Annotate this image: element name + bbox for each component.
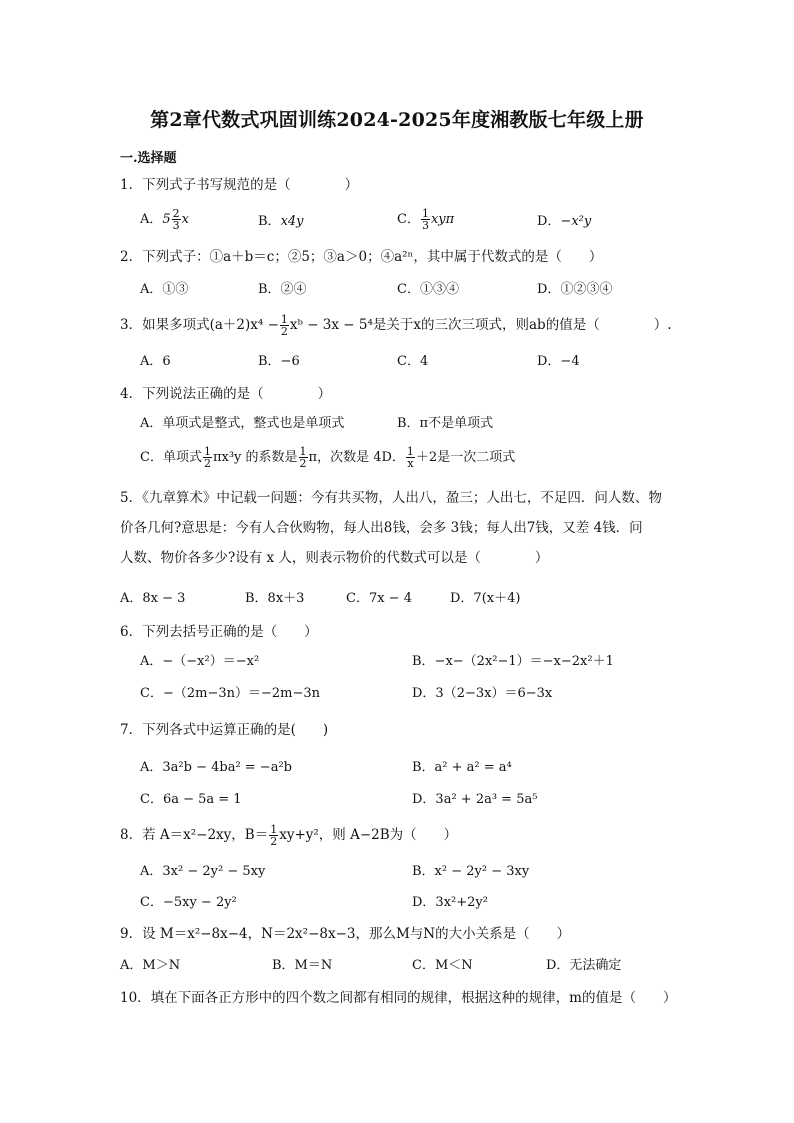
- fraction: [406, 446, 415, 469]
- stem-text: xy+y²，则 A−2B为（ ）: [279, 827, 458, 843]
- question-7-option-d: D．3a² + 2a³ = 5a⁵: [412, 792, 538, 807]
- question-7-stem: 7．下列各式中运算正确的是( ): [120, 722, 329, 738]
- question-5-option-c: C．7x − 4: [346, 591, 412, 606]
- question-4-stem: 4．下列说法正确的是（ ）: [120, 386, 332, 402]
- question-10-stem: 10．填在下面各正方形中的四个数之间都有相同的规律，根据这种的规律，m的值是（ ）: [120, 990, 677, 1006]
- option-label: A．: [140, 212, 163, 227]
- page-title: 第2章代数式巩固训练2024-2025年度湘教版七年级上册: [150, 109, 644, 131]
- question-7-option-b: B．a² + a² = a⁴: [412, 760, 512, 775]
- question-2-option-b: B．②④: [258, 282, 307, 297]
- numerator: 1: [406, 445, 414, 458]
- option-text: C．单项式: [140, 450, 202, 465]
- question-5-line-2: 价各几何?意思是：今有人合伙购物，每人出8钱，会多 3钱；每人出7钱，又差 4钱．问: [120, 520, 643, 536]
- denominator: 2: [280, 325, 288, 338]
- denominator: 3: [421, 219, 429, 232]
- question-2-option-a: A．①③: [140, 282, 189, 297]
- question-1-option-a: [140, 208, 189, 231]
- denominator: 2: [270, 835, 278, 848]
- question-5-option-a: A．8x − 3: [120, 591, 186, 606]
- question-2-stem: 2．下列式子：①a＋b＝c；②5；③a＞0；④a²ⁿ，其中属于代数式的是（ ）: [120, 249, 603, 265]
- variable: xyπ: [430, 212, 455, 227]
- question-3-option-c: C．4: [397, 354, 429, 369]
- fraction: [421, 208, 430, 231]
- question-3-option-d: D．−4: [537, 354, 580, 369]
- question-3-stem: [120, 314, 672, 337]
- question-1-option-c: [397, 208, 454, 231]
- numerator: 1: [299, 445, 307, 458]
- question-7-option-c: C．6a − 5a = 1: [140, 792, 242, 807]
- question-8-option-a: A．3x² − 2y² − 5xy: [140, 864, 266, 879]
- section-heading: 一.选择题: [120, 151, 177, 166]
- question-9-option-d: D．无法确定: [546, 958, 622, 973]
- option-text: π，次数是 4: [308, 450, 382, 465]
- question-4-option-a: A．单项式是整式，整式也是单项式: [140, 416, 345, 431]
- question-6-option-b: B．−x−（2x²−1）＝−x−2x²＋1: [412, 654, 614, 669]
- question-1-option-b: [258, 212, 304, 232]
- variable: x: [181, 212, 190, 227]
- question-6-option-a: A．−（−x²）＝−x²: [140, 654, 260, 669]
- question-5-option-d: D．7(x＋4): [450, 591, 521, 606]
- option-label: D．: [381, 450, 405, 465]
- denominator: x: [407, 457, 414, 470]
- question-8-stem: [120, 824, 457, 847]
- question-5-line-3: 人数、物价各多少?设有 x 人，则表示物价的代数式可以是（ ）: [120, 550, 549, 566]
- question-8-option-d: D．3x²+2y²: [412, 895, 488, 910]
- question-2-option-c: C．①③④: [397, 282, 459, 297]
- question-9-stem: 9．设 M＝x²−8x−4，N＝2x²−8x−3，那么M与N的大小关系是（ ）: [120, 926, 571, 942]
- option-expression: −x²y: [560, 214, 592, 229]
- question-8-option-b: B．x² − 2y² − 3xy: [412, 864, 530, 879]
- numerator: 1: [421, 207, 429, 220]
- question-5-option-b: B．8x＋3: [245, 591, 305, 606]
- stem-text: 8．若 A＝x²−2xy，B＝: [120, 827, 269, 843]
- fraction: [203, 446, 212, 469]
- option-expression: x4y: [280, 214, 304, 229]
- question-6-option-c: C．−（2m−3n）＝−2m−3n: [140, 686, 321, 701]
- mixed-number-int: 5: [162, 212, 171, 227]
- question-3-option-b: B．−6: [258, 354, 300, 369]
- question-4-option-b: B．π不是单项式: [397, 416, 494, 431]
- question-9-option-b: B．M＝N: [272, 958, 333, 973]
- question-8-option-c: C．−5xy − 2y²: [140, 895, 237, 910]
- option-label: D．: [537, 214, 561, 229]
- option-text: πx³y 的系数是: [212, 450, 298, 465]
- fraction: [280, 314, 289, 337]
- denominator: 2: [299, 457, 307, 470]
- option-label: C．: [397, 212, 420, 227]
- question-3-option-a: A．6: [140, 354, 171, 369]
- option-label: B．: [258, 214, 281, 229]
- numerator: 2: [172, 207, 180, 220]
- stem-text: 3．如果多项式(a＋2)x⁴ −: [120, 317, 279, 333]
- question-6-option-d: D．3（2−3x）＝6−3x: [412, 686, 553, 701]
- question-9-option-c: C．M＜N: [412, 958, 473, 973]
- question-7-option-a: A．3a²b − 4ba² = −a²b: [140, 760, 292, 775]
- fraction: [269, 824, 278, 847]
- numerator: 1: [203, 445, 211, 458]
- question-2-option-d: D．①②③④: [537, 282, 613, 297]
- fraction: [172, 208, 181, 231]
- stem-text: xᵇ − 3x − 5⁴是关于x的三次三项式，则ab的值是（ ）.: [289, 317, 672, 333]
- question-9-option-a: A．M＞N: [120, 958, 181, 973]
- question-5-line-1: 5．《九章算术》中记载一问题：今有共买物，人出八，盈三；人出七，不足四．问人数、物: [120, 490, 662, 506]
- question-1-option-d: [537, 212, 591, 232]
- denominator: 3: [172, 219, 180, 232]
- numerator: 1: [280, 313, 288, 326]
- question-4-option-c: [140, 446, 515, 469]
- denominator: 2: [203, 457, 211, 470]
- question-6-stem: 6．下列去括号正确的是（ ）: [120, 624, 318, 640]
- fraction: [299, 446, 308, 469]
- numerator: 1: [270, 823, 278, 836]
- option-text: ＋2是一次二项式: [415, 450, 516, 465]
- question-1-stem: 1．下列式子书写规范的是（ ）: [120, 177, 359, 193]
